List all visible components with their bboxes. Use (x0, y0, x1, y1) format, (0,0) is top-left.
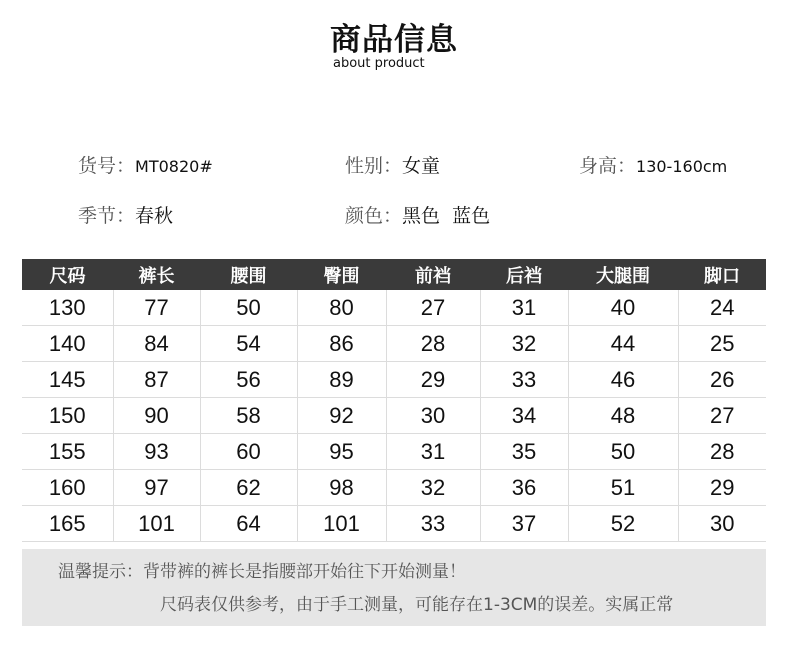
table-cell: 24 (678, 290, 766, 326)
table-cell: 36 (480, 470, 568, 506)
item-number-value: MT0820# (135, 157, 213, 176)
table-cell: 64 (200, 506, 297, 542)
table-cell: 62 (200, 470, 297, 506)
table-cell: 80 (297, 290, 386, 326)
header-hip: 臀围 (297, 259, 386, 290)
table-cell: 30 (678, 506, 766, 542)
page-subtitle: about product (333, 56, 425, 71)
table-row (22, 470, 766, 506)
table-cell: 33 (480, 362, 568, 398)
table-cell: 90 (113, 398, 200, 434)
table-cell: 34 (480, 398, 568, 434)
size-chart (22, 259, 766, 542)
table-header-row (22, 259, 766, 290)
color-label: 颜色： (345, 205, 403, 227)
table-cell: 101 (297, 506, 386, 542)
table-cell: 56 (200, 362, 297, 398)
table-cell: 33 (386, 506, 480, 542)
table-cell: 26 (678, 362, 766, 398)
header-front-rise: 前裆 (386, 259, 480, 290)
table-cell: 40 (568, 290, 678, 326)
color-field (345, 204, 490, 228)
gender-field (345, 154, 440, 178)
table-cell: 48 (568, 398, 678, 434)
notes-disclaimer: 尺码表仅供参考，由于手工测量，可能存在1-3CM的误差。实属正常 (160, 595, 674, 615)
season-field (78, 204, 173, 228)
table-cell: 31 (386, 434, 480, 470)
color-value: 黑色 蓝色 (402, 205, 491, 227)
table-cell: 165 (22, 506, 113, 542)
table-cell: 50 (568, 434, 678, 470)
notes-tip: 温馨提示：背带裤的裤长是指腰部开始往下开始测量！ (58, 562, 466, 582)
gender-label: 性别： (345, 155, 403, 177)
size-table (22, 259, 766, 542)
table-cell: 46 (568, 362, 678, 398)
table-cell: 93 (113, 434, 200, 470)
table-cell: 87 (113, 362, 200, 398)
height-field (579, 154, 727, 179)
table-cell: 28 (678, 434, 766, 470)
item-number-field (78, 154, 213, 179)
table-cell: 145 (22, 362, 113, 398)
table-cell: 130 (22, 290, 113, 326)
header-back-rise: 后裆 (480, 259, 568, 290)
season-value: 春秋 (135, 205, 174, 227)
table-cell: 31 (480, 290, 568, 326)
table-cell: 86 (297, 326, 386, 362)
header-size: 尺码 (22, 259, 113, 290)
table-row (22, 362, 766, 398)
table-cell: 84 (113, 326, 200, 362)
table-cell: 27 (386, 290, 480, 326)
table-cell: 25 (678, 326, 766, 362)
season-label: 季节： (78, 205, 136, 227)
height-value: 130-160cm (636, 157, 728, 176)
table-cell: 54 (200, 326, 297, 362)
table-cell: 52 (568, 506, 678, 542)
table-cell: 98 (297, 470, 386, 506)
table-row (22, 326, 766, 362)
table-cell: 51 (568, 470, 678, 506)
table-cell: 27 (678, 398, 766, 434)
page-title: 商品信息 (330, 22, 458, 58)
table-cell: 29 (386, 362, 480, 398)
header-pants-length: 裤长 (113, 259, 200, 290)
table-cell: 155 (22, 434, 113, 470)
table-cell: 30 (386, 398, 480, 434)
header-leg-opening: 脚口 (678, 259, 766, 290)
table-row (22, 506, 766, 542)
table-cell: 101 (113, 506, 200, 542)
table-cell: 50 (200, 290, 297, 326)
table-row (22, 434, 766, 470)
item-number-label: 货号： (78, 155, 136, 177)
header-thigh: 大腿围 (568, 259, 678, 290)
table-cell: 92 (297, 398, 386, 434)
table-cell: 32 (480, 326, 568, 362)
table-row (22, 398, 766, 434)
table-cell: 140 (22, 326, 113, 362)
table-cell: 60 (200, 434, 297, 470)
table-cell: 95 (297, 434, 386, 470)
table-cell: 35 (480, 434, 568, 470)
table-cell: 44 (568, 326, 678, 362)
table-cell: 29 (678, 470, 766, 506)
table-cell: 160 (22, 470, 113, 506)
table-cell: 97 (113, 470, 200, 506)
header-waist: 腰围 (200, 259, 297, 290)
height-label: 身高： (579, 155, 637, 177)
table-cell: 32 (386, 470, 480, 506)
table-cell: 28 (386, 326, 480, 362)
table-cell: 150 (22, 398, 113, 434)
table-cell: 77 (113, 290, 200, 326)
table-cell: 89 (297, 362, 386, 398)
table-row (22, 290, 766, 326)
table-cell: 58 (200, 398, 297, 434)
notes-box (22, 549, 766, 626)
table-cell: 37 (480, 506, 568, 542)
gender-value: 女童 (402, 155, 441, 177)
